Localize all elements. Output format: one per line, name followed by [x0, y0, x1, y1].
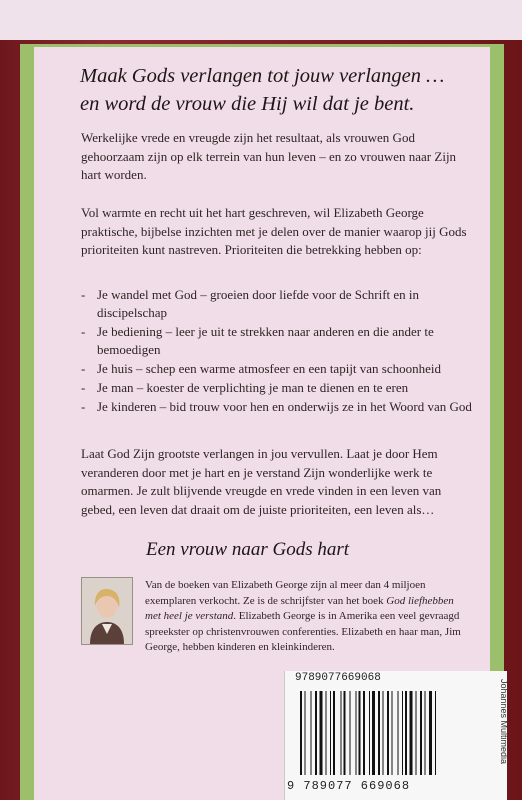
- top-strip: [0, 0, 522, 40]
- dash-bullet: -: [81, 399, 86, 414]
- barcode-number-bottom: 9 789077 669068: [287, 779, 411, 793]
- bio-text-1: Van de boeken van Elizabeth George zijn al meer dan 4 miljoen exemplaren verkocht. Ze is de schrijfster van het boek: [145, 579, 426, 607]
- list-item: [81, 398, 476, 416]
- headline-line-1: Maak Gods verlangen tot jouw verlangen …: [80, 65, 445, 87]
- description-paragraph: Vol warmte en recht uit het hart geschreven, wil Elizabeth George praktische, bijbelse inzichten met je delen over de manier waarop jij Gods prioriteiten kunt nastreven. Prioriteiten die betrekking hebben op:: [81, 205, 467, 257]
- list-item-text: Je kinderen – bid trouw voor hen en onderwijs ze in het Woord van God: [97, 399, 472, 414]
- headline-line-2: en word de vrouw die Hij wil dat je bent.: [80, 93, 415, 115]
- dash-bullet: -: [81, 324, 86, 339]
- closing-paragraph: Laat God Zijn grootste verlangen in jou vervullen. Laat je door Hem veranderen door met je hart en je verstand Zijn wonderlijke werk te omarmen. Je zult blijvende vreugde en vrede vinden in een leven van gebed, een leven dat draait om de juiste prioriteiten, een leven als…: [81, 446, 442, 517]
- author-bio: [145, 578, 470, 656]
- list-item-text: Je bediening – leer je uit te strekken naar anderen en die ander te bemoedigen: [97, 324, 434, 357]
- list-item: [81, 286, 476, 322]
- priorities-list: [81, 286, 476, 417]
- barcode-number-top: 9789077669068: [295, 672, 381, 684]
- list-item-text: Je man – koester de verplichting je man te dienen en te eren: [97, 380, 409, 395]
- author-photo: [81, 577, 133, 645]
- dash-bullet: -: [81, 361, 86, 376]
- list-item-text: Je huis – schep een warme atmosfeer en een tapijt van schoonheid: [97, 361, 442, 376]
- bio-text-2: . Elizabeth George is in Amerika een veel gevraagd spreekster op christenvrouwen conferenties. Elizabeth en haar man, Jim George, hebben kinderen en kleinkinderen.: [145, 610, 461, 653]
- list-item: [81, 360, 476, 378]
- list-item-text: Je wandel met God – groeien door liefde voor de Schrift en in discipelschap: [97, 287, 420, 320]
- list-item: [81, 323, 476, 359]
- headline: [80, 62, 460, 118]
- dash-bullet: -: [81, 287, 86, 302]
- list-item: [81, 379, 476, 397]
- barcode-bars: [296, 691, 486, 777]
- book-tagline: Een vrouw naar Gods hart: [146, 539, 350, 560]
- dash-bullet: -: [81, 380, 86, 395]
- publisher-vertical-label: [497, 677, 511, 797]
- bio-book-title: God liefhebben met heel je verstand: [145, 594, 454, 622]
- author-portrait-icon: [82, 578, 132, 644]
- intro-paragraph: Werkelijke vrede en vreugde zijn het resultaat, als vrouwen God gehoorzaam zijn op elk terrein van hun leven – en zo vrouwen naar Zijn hart worden.: [81, 130, 457, 182]
- publisher-name: Johannes Multimedia: [499, 679, 509, 765]
